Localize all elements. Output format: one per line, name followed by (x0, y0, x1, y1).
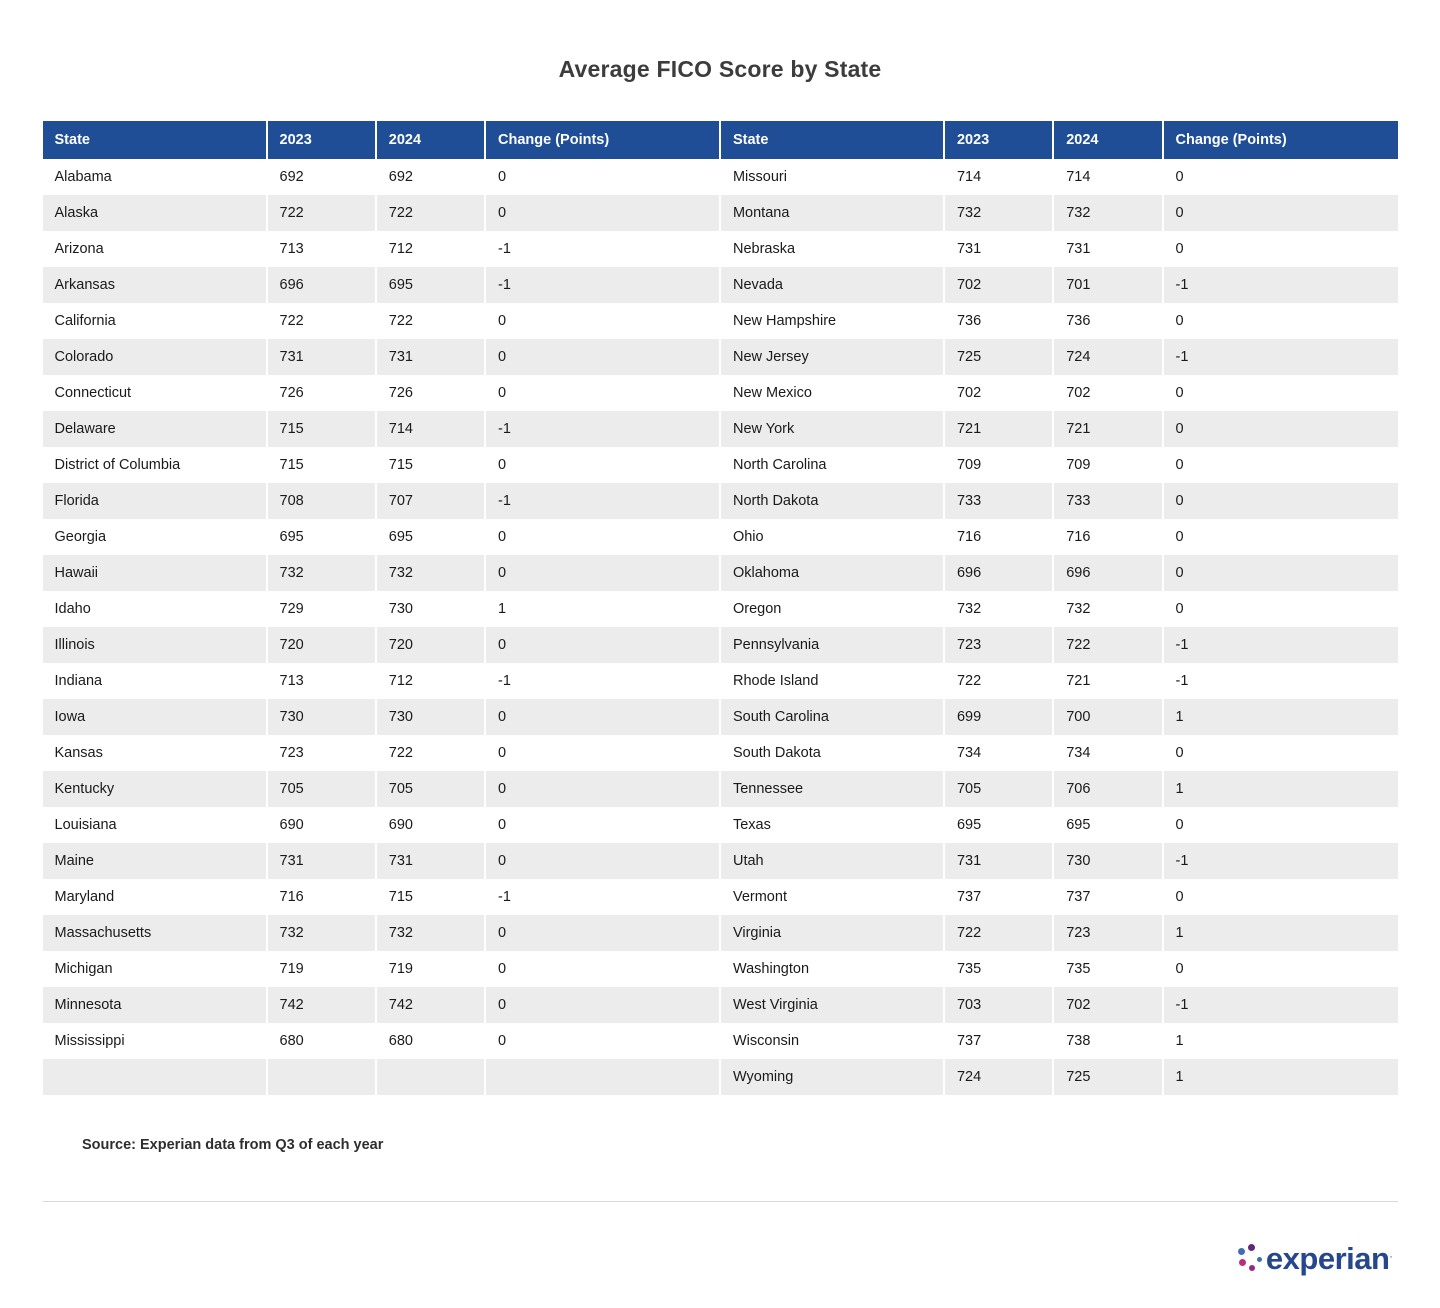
cell-left-change: -1 (485, 663, 720, 699)
cell-left-2023: 715 (267, 447, 376, 483)
cell-left-2023: 692 (267, 159, 376, 195)
cell-left-state: Alabama (43, 159, 267, 195)
cell-left-2024: 722 (376, 303, 485, 339)
cell-left-state: Idaho (43, 591, 267, 627)
cell-right-2023: 696 (944, 555, 1053, 591)
cell-right-state: South Dakota (720, 735, 944, 771)
cell-left-state: Florida (43, 483, 267, 519)
cell-left-2024: 692 (376, 159, 485, 195)
cell-right-change: -1 (1163, 627, 1398, 663)
cell-left-change (485, 1059, 720, 1095)
cell-right-change: 0 (1163, 159, 1398, 195)
cell-right-state: Oregon (720, 591, 944, 627)
cell-left-change: -1 (485, 231, 720, 267)
cell-right-state: Tennessee (720, 771, 944, 807)
cell-left-2023: 690 (267, 807, 376, 843)
experian-logo (1238, 1243, 1392, 1274)
cell-left-2024: 731 (376, 843, 485, 879)
table-row (43, 411, 1398, 447)
cell-right-2023: 737 (944, 1023, 1053, 1059)
cell-left-2024: 732 (376, 555, 485, 591)
cell-left-state: Colorado (43, 339, 267, 375)
cell-left-state: Arkansas (43, 267, 267, 303)
cell-left-2024: 731 (376, 339, 485, 375)
cell-right-change: -1 (1163, 339, 1398, 375)
cell-right-change: 0 (1163, 951, 1398, 987)
cell-right-change: 0 (1163, 447, 1398, 483)
cell-right-2023: 733 (944, 483, 1053, 519)
cell-right-2024: 735 (1053, 951, 1162, 987)
table-row (43, 951, 1398, 987)
table-row (43, 555, 1398, 591)
cell-left-2024: 730 (376, 591, 485, 627)
cell-left-2024: 705 (376, 771, 485, 807)
cell-left-2023: 696 (267, 267, 376, 303)
cell-right-state: Rhode Island (720, 663, 944, 699)
cell-left-2023: 742 (267, 987, 376, 1023)
cell-left-2024: 722 (376, 735, 485, 771)
table-row (43, 663, 1398, 699)
footer-divider (43, 1201, 1398, 1202)
cell-left-2023: 695 (267, 519, 376, 555)
cell-right-2023: 721 (944, 411, 1053, 447)
table-row (43, 591, 1398, 627)
cell-left-2023: 726 (267, 375, 376, 411)
table-body (43, 159, 1398, 1095)
cell-left-2024: 712 (376, 663, 485, 699)
header-2024-left: 2024 (376, 121, 485, 159)
cell-left-2023: 730 (267, 699, 376, 735)
cell-left-state (43, 1059, 267, 1095)
table-row (43, 303, 1398, 339)
cell-right-2023: 722 (944, 663, 1053, 699)
header-2024-right: 2024 (1053, 121, 1162, 159)
cell-left-2024: 719 (376, 951, 485, 987)
cell-left-state: Kansas (43, 735, 267, 771)
cell-left-2023: 722 (267, 303, 376, 339)
cell-right-2023: 699 (944, 699, 1053, 735)
header-change-right: Change (Points) (1163, 121, 1398, 159)
cell-right-state: Wyoming (720, 1059, 944, 1095)
cell-right-2023: 725 (944, 339, 1053, 375)
cell-left-2024: 714 (376, 411, 485, 447)
cell-left-state: Maine (43, 843, 267, 879)
cell-right-2023: 736 (944, 303, 1053, 339)
cell-right-state: Washington (720, 951, 944, 987)
cell-right-2024: 733 (1053, 483, 1162, 519)
cell-left-2024: 715 (376, 447, 485, 483)
cell-right-2024: 706 (1053, 771, 1162, 807)
cell-right-change: 0 (1163, 303, 1398, 339)
cell-right-state: North Dakota (720, 483, 944, 519)
cell-left-2023: 732 (267, 555, 376, 591)
cell-left-state: Massachusetts (43, 915, 267, 951)
cell-left-state: Maryland (43, 879, 267, 915)
table-row (43, 987, 1398, 1023)
cell-left-change: 0 (485, 303, 720, 339)
cell-right-2023: 723 (944, 627, 1053, 663)
table-row (43, 231, 1398, 267)
cell-right-2023: 731 (944, 843, 1053, 879)
cell-left-state: Delaware (43, 411, 267, 447)
table-row (43, 879, 1398, 915)
cell-right-2023: 705 (944, 771, 1053, 807)
header-state-left: State (43, 121, 267, 159)
cell-left-change: 0 (485, 699, 720, 735)
cell-left-2023: 713 (267, 663, 376, 699)
experian-wordmark (1266, 1243, 1392, 1274)
cell-right-change: -1 (1163, 267, 1398, 303)
cell-right-change: 0 (1163, 591, 1398, 627)
cell-right-state: Oklahoma (720, 555, 944, 591)
table-row (43, 483, 1398, 519)
cell-right-2023: 732 (944, 195, 1053, 231)
fico-score-table (43, 121, 1398, 1095)
cell-left-state: Iowa (43, 699, 267, 735)
cell-left-2024: 730 (376, 699, 485, 735)
cell-left-change: 0 (485, 771, 720, 807)
cell-left-state: Mississippi (43, 1023, 267, 1059)
cell-right-2024: 732 (1053, 591, 1162, 627)
cell-left-2024: 726 (376, 375, 485, 411)
header-change-left: Change (Points) (485, 121, 720, 159)
table-row (43, 807, 1398, 843)
cell-right-change: -1 (1163, 987, 1398, 1023)
cell-right-state: New Mexico (720, 375, 944, 411)
table-header (43, 121, 1398, 159)
cell-right-2023: 724 (944, 1059, 1053, 1095)
cell-right-change: 0 (1163, 735, 1398, 771)
cell-right-state: New York (720, 411, 944, 447)
cell-right-state: Pennsylvania (720, 627, 944, 663)
cell-left-2024: 732 (376, 915, 485, 951)
cell-right-2024: 722 (1053, 627, 1162, 663)
cell-right-2024: 700 (1053, 699, 1162, 735)
cell-right-change: 0 (1163, 519, 1398, 555)
cell-left-2024: 720 (376, 627, 485, 663)
cell-left-state: Hawaii (43, 555, 267, 591)
cell-right-2023: 737 (944, 879, 1053, 915)
cell-left-state: Louisiana (43, 807, 267, 843)
cell-left-change: 0 (485, 447, 720, 483)
cell-left-change: 0 (485, 735, 720, 771)
cell-right-2023: 722 (944, 915, 1053, 951)
header-2023-right: 2023 (944, 121, 1053, 159)
cell-left-2024: 742 (376, 987, 485, 1023)
table-row (43, 339, 1398, 375)
cell-left-2023: 722 (267, 195, 376, 231)
cell-left-2023 (267, 1059, 376, 1095)
cell-left-change: 0 (485, 807, 720, 843)
table-row (43, 771, 1398, 807)
cell-right-state: New Jersey (720, 339, 944, 375)
cell-left-change: 0 (485, 627, 720, 663)
cell-left-change: 0 (485, 339, 720, 375)
cell-right-2024: 723 (1053, 915, 1162, 951)
cell-left-change: 0 (485, 555, 720, 591)
cell-right-2024: 696 (1053, 555, 1162, 591)
cell-left-2023: 731 (267, 843, 376, 879)
cell-right-change: -1 (1163, 843, 1398, 879)
cell-right-state: Ohio (720, 519, 944, 555)
cell-right-state: Nevada (720, 267, 944, 303)
cell-left-2023: 729 (267, 591, 376, 627)
cell-left-2023: 716 (267, 879, 376, 915)
cell-left-2024: 695 (376, 267, 485, 303)
cell-right-state: Montana (720, 195, 944, 231)
cell-left-change: 0 (485, 1023, 720, 1059)
cell-left-change: 0 (485, 159, 720, 195)
cell-right-2024: 721 (1053, 663, 1162, 699)
cell-right-2024: 716 (1053, 519, 1162, 555)
experian-wordmark-text: experian (1265, 1241, 1390, 1276)
table-row (43, 735, 1398, 771)
cell-right-2024: 732 (1053, 195, 1162, 231)
cell-left-2024: 695 (376, 519, 485, 555)
cell-right-2023: 716 (944, 519, 1053, 555)
table-row (43, 447, 1398, 483)
cell-left-state: Kentucky (43, 771, 267, 807)
cell-right-2024: 725 (1053, 1059, 1162, 1095)
cell-right-2023: 702 (944, 267, 1053, 303)
cell-left-change: 0 (485, 987, 720, 1023)
cell-right-2024: 737 (1053, 879, 1162, 915)
table-row (43, 1059, 1398, 1095)
cell-left-2023: 708 (267, 483, 376, 519)
cell-right-change: 0 (1163, 879, 1398, 915)
cell-left-change: 0 (485, 951, 720, 987)
cell-right-state: Vermont (720, 879, 944, 915)
cell-left-state: Connecticut (43, 375, 267, 411)
cell-right-change: 1 (1163, 1023, 1398, 1059)
cell-right-change: 0 (1163, 195, 1398, 231)
cell-left-2024: 707 (376, 483, 485, 519)
table-row (43, 627, 1398, 663)
table-row (43, 519, 1398, 555)
cell-right-change: 0 (1163, 807, 1398, 843)
cell-left-change: 0 (485, 843, 720, 879)
cell-right-state: South Carolina (720, 699, 944, 735)
cell-right-2023: 703 (944, 987, 1053, 1023)
cell-left-2023: 705 (267, 771, 376, 807)
cell-right-change: 1 (1163, 771, 1398, 807)
cell-right-2024: 721 (1053, 411, 1162, 447)
cell-right-state: West Virginia (720, 987, 944, 1023)
cell-left-2024: 722 (376, 195, 485, 231)
cell-left-change: -1 (485, 411, 720, 447)
cell-left-state: Minnesota (43, 987, 267, 1023)
cell-left-state: District of Columbia (43, 447, 267, 483)
cell-right-change: 0 (1163, 411, 1398, 447)
cell-left-state: Arizona (43, 231, 267, 267)
cell-right-state: Virginia (720, 915, 944, 951)
table-row (43, 699, 1398, 735)
cell-right-2024: 701 (1053, 267, 1162, 303)
table-row (43, 375, 1398, 411)
cell-right-state: Wisconsin (720, 1023, 944, 1059)
cell-right-2024: 709 (1053, 447, 1162, 483)
table-row (43, 915, 1398, 951)
cell-right-2024: 702 (1053, 375, 1162, 411)
cell-right-change: 0 (1163, 375, 1398, 411)
cell-left-change: -1 (485, 267, 720, 303)
cell-left-change: -1 (485, 483, 720, 519)
cell-right-2023: 735 (944, 951, 1053, 987)
cell-right-2024: 738 (1053, 1023, 1162, 1059)
cell-right-2023: 731 (944, 231, 1053, 267)
cell-left-2024: 680 (376, 1023, 485, 1059)
header-2023-left: 2023 (267, 121, 376, 159)
cell-right-change: -1 (1163, 663, 1398, 699)
cell-right-state: New Hampshire (720, 303, 944, 339)
experian-trademark: . (1389, 1248, 1392, 1261)
cell-right-change: 0 (1163, 483, 1398, 519)
cell-left-2023: 720 (267, 627, 376, 663)
table-row (43, 1023, 1398, 1059)
cell-left-2024: 690 (376, 807, 485, 843)
cell-right-2024: 714 (1053, 159, 1162, 195)
cell-left-change: -1 (485, 879, 720, 915)
cell-right-2023: 714 (944, 159, 1053, 195)
cell-right-2024: 731 (1053, 231, 1162, 267)
cell-left-change: 0 (485, 915, 720, 951)
table-header-row (43, 121, 1398, 159)
cell-left-state: Illinois (43, 627, 267, 663)
cell-right-change: 0 (1163, 555, 1398, 591)
cell-left-state: Georgia (43, 519, 267, 555)
cell-left-2024 (376, 1059, 485, 1095)
cell-left-2023: 715 (267, 411, 376, 447)
cell-right-change: 1 (1163, 1059, 1398, 1095)
cell-right-change: 1 (1163, 699, 1398, 735)
cell-right-state: Missouri (720, 159, 944, 195)
cell-left-2023: 719 (267, 951, 376, 987)
cell-right-state: Texas (720, 807, 944, 843)
cell-left-state: California (43, 303, 267, 339)
table-row (43, 267, 1398, 303)
cell-right-2023: 709 (944, 447, 1053, 483)
cell-right-change: 0 (1163, 231, 1398, 267)
table-row (43, 843, 1398, 879)
cell-left-2024: 715 (376, 879, 485, 915)
cell-left-2023: 680 (267, 1023, 376, 1059)
cell-left-change: 0 (485, 375, 720, 411)
cell-right-state: Nebraska (720, 231, 944, 267)
source-note: Source: Experian data from Q3 of each year (82, 1137, 384, 1153)
table-row (43, 159, 1398, 195)
cell-left-2023: 713 (267, 231, 376, 267)
cell-left-state: Indiana (43, 663, 267, 699)
cell-right-state: Utah (720, 843, 944, 879)
table-row (43, 195, 1398, 231)
cell-right-change: 1 (1163, 915, 1398, 951)
cell-right-2024: 734 (1053, 735, 1162, 771)
cell-right-2023: 734 (944, 735, 1053, 771)
cell-left-change: 0 (485, 519, 720, 555)
cell-left-2023: 732 (267, 915, 376, 951)
cell-left-2023: 723 (267, 735, 376, 771)
cell-right-state: North Carolina (720, 447, 944, 483)
cell-left-state: Michigan (43, 951, 267, 987)
experian-dots-icon (1238, 1244, 1264, 1274)
cell-right-2024: 730 (1053, 843, 1162, 879)
cell-right-2024: 736 (1053, 303, 1162, 339)
cell-right-2024: 702 (1053, 987, 1162, 1023)
cell-right-2023: 695 (944, 807, 1053, 843)
cell-left-state: Alaska (43, 195, 267, 231)
cell-left-change: 1 (485, 591, 720, 627)
cell-left-2024: 712 (376, 231, 485, 267)
cell-right-2023: 732 (944, 591, 1053, 627)
page-title: Average FICO Score by State (558, 56, 882, 82)
cell-right-2024: 724 (1053, 339, 1162, 375)
cell-right-2023: 702 (944, 375, 1053, 411)
cell-right-2024: 695 (1053, 807, 1162, 843)
cell-left-2023: 731 (267, 339, 376, 375)
header-state-right: State (720, 121, 944, 159)
cell-left-change: 0 (485, 195, 720, 231)
